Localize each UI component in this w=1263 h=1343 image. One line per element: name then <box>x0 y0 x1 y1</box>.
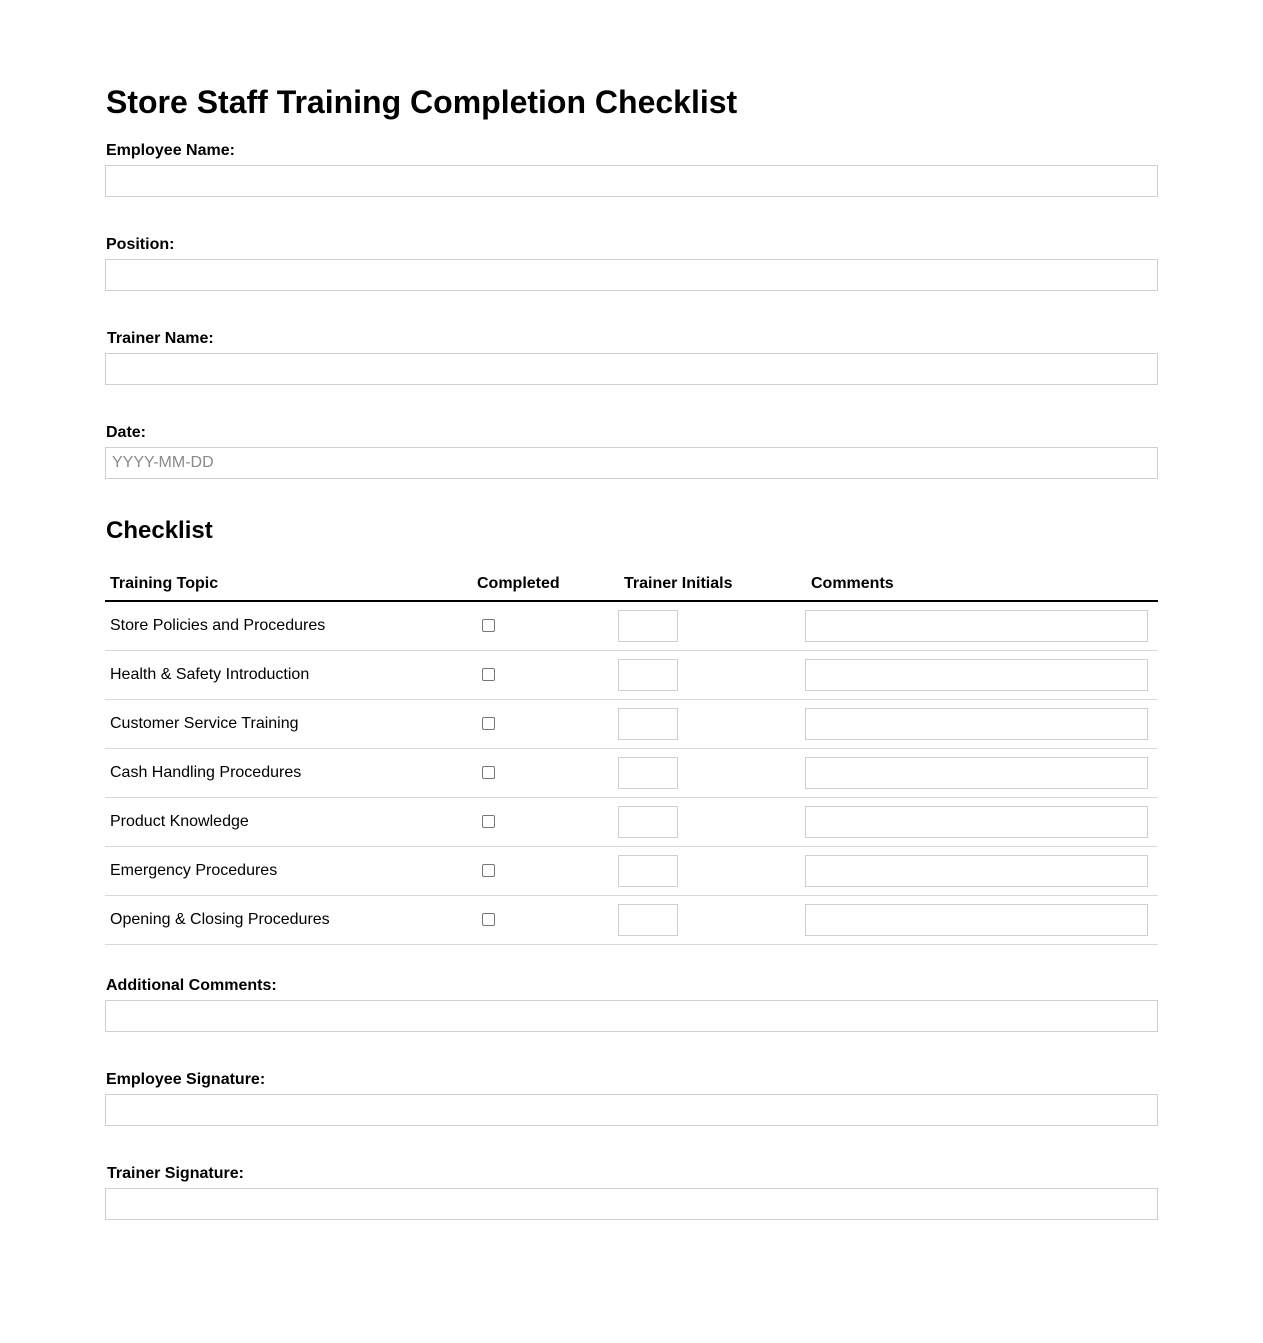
trainer-initials-input[interactable] <box>618 659 678 691</box>
completed-checkbox[interactable] <box>482 668 495 681</box>
training-topic: Health & Safety Introduction <box>105 650 472 699</box>
completed-checkbox[interactable] <box>482 717 495 730</box>
position-label: Position: <box>106 236 175 253</box>
comments-input[interactable] <box>805 610 1148 642</box>
comments-input[interactable] <box>805 757 1148 789</box>
date-label: Date: <box>106 424 147 441</box>
table-header-row <box>105 567 1158 601</box>
additional-comments-group <box>105 977 1158 1032</box>
table-row <box>105 650 1158 699</box>
training-topic: Product Knowledge <box>105 797 472 846</box>
comments-input[interactable] <box>805 904 1148 936</box>
trainer-signature-input[interactable] <box>105 1188 1158 1220</box>
comments-input[interactable] <box>805 708 1148 740</box>
training-topic: Cash Handling Procedures <box>105 748 472 797</box>
completed-checkbox[interactable] <box>482 766 495 779</box>
comments-input[interactable] <box>805 806 1148 838</box>
table-row <box>105 895 1158 944</box>
employee-signature-input[interactable] <box>105 1094 1158 1126</box>
employee-name-label: Employee Name: <box>106 142 235 159</box>
trainer-initials-input[interactable] <box>618 708 678 740</box>
completed-checkbox[interactable] <box>482 619 495 632</box>
trainer-signature-label: Trainer Signature: <box>107 1165 244 1182</box>
position-group <box>105 236 1158 291</box>
trainer-initials-input[interactable] <box>618 806 678 838</box>
employee-name-group <box>105 142 1158 197</box>
table-row <box>105 748 1158 797</box>
trainer-initials-input[interactable] <box>618 904 678 936</box>
additional-comments-input[interactable] <box>105 1000 1158 1032</box>
date-group <box>105 424 1158 479</box>
completed-checkbox[interactable] <box>482 913 495 926</box>
trainer-initials-input[interactable] <box>618 610 678 642</box>
training-topic: Customer Service Training <box>105 699 472 748</box>
training-topic: Emergency Procedures <box>105 846 472 895</box>
additional-comments-label: Additional Comments: <box>106 977 277 994</box>
page-title: Store Staff Training Completion Checklist <box>106 84 738 120</box>
training-topic: Store Policies and Procedures <box>105 601 472 650</box>
employee-signature-group <box>105 1071 1158 1126</box>
column-header-comments: Comments <box>806 567 1158 601</box>
table-row <box>105 797 1158 846</box>
table-row <box>105 699 1158 748</box>
comments-input[interactable] <box>805 659 1148 691</box>
column-header-trainer-initials: Trainer Initials <box>619 567 806 601</box>
trainer-initials-input[interactable] <box>618 855 678 887</box>
column-header-training-topic: Training Topic <box>105 567 472 601</box>
employee-signature-label: Employee Signature: <box>106 1071 266 1088</box>
position-input[interactable] <box>105 259 1158 291</box>
checklist-heading: Checklist <box>106 517 213 544</box>
table-row <box>105 601 1158 650</box>
trainer-name-group <box>105 330 1158 385</box>
trainer-initials-input[interactable] <box>618 757 678 789</box>
employee-name-input[interactable] <box>105 165 1158 197</box>
checklist-table <box>105 567 1158 945</box>
table-row <box>105 846 1158 895</box>
completed-checkbox[interactable] <box>482 815 495 828</box>
trainer-name-input[interactable] <box>105 353 1158 385</box>
trainer-name-label: Trainer Name: <box>107 330 214 347</box>
trainer-signature-group <box>105 1165 1158 1220</box>
training-topic: Opening & Closing Procedures <box>105 895 472 944</box>
comments-input[interactable] <box>805 855 1148 887</box>
date-input[interactable] <box>105 447 1158 479</box>
completed-checkbox[interactable] <box>482 864 495 877</box>
column-header-completed: Completed <box>472 567 619 601</box>
